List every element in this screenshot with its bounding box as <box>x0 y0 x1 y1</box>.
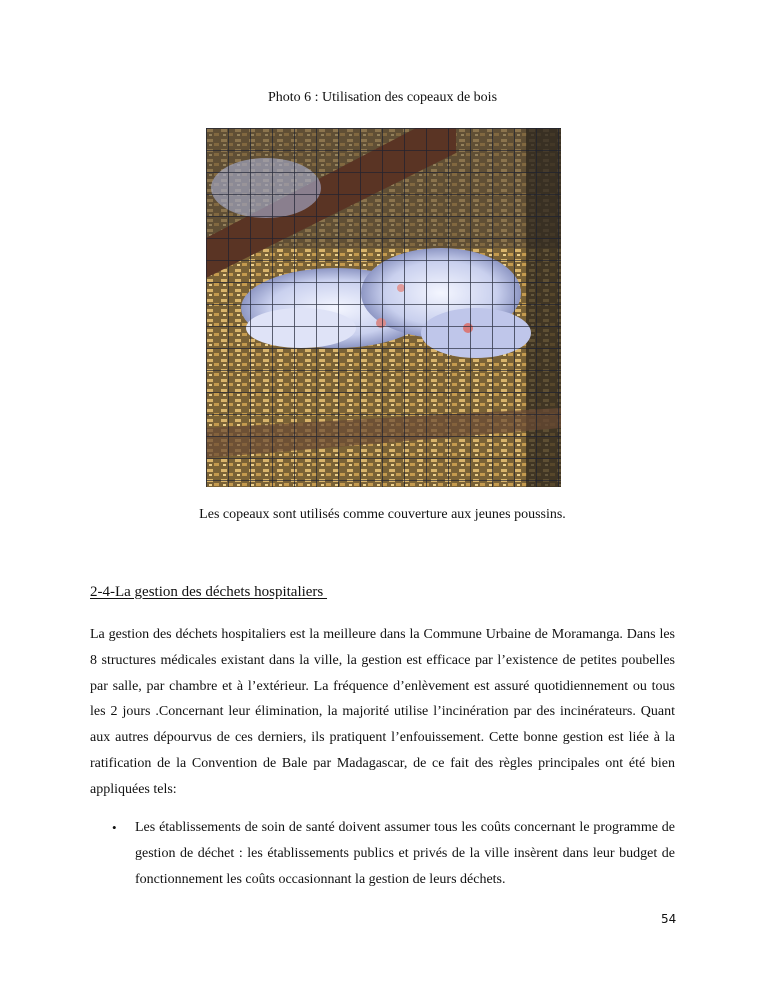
bullet-marker: • <box>112 820 117 835</box>
body-paragraph: La gestion des déchets hospitaliers est la meilleure dans la Commune Urbaine de Moramanga. Dans les 8 structures médicales existant dans la ville, la gestion est efficace par l’existence de petites poubelles par salle, par chambre et à l’extérieur. La fréquence d’enlèvement est assuré quotidiennement ou tous les 2 jours .Concernant leur élimination, la majorité utilise l’incinération par des incinérateurs. Quant aux autres dépourvus de ces derniers, ils pratiquent l’enfouissement. Cette bonne gestion est liée à la ratification de la Convention de Bale par Madagascar, de ce fait des règles principales ont été bien appliquées tels: <box>90 627 675 797</box>
bullet-list <box>90 815 675 893</box>
list-item-text: Les établissements de soin de santé doivent assumer tous les coûts concernant le programme de gestion de déchet : les établissements publics et privés de la ville insèrent dans leur budget de fonctionnement les coûts occasionnant la gestion de leurs déchets. <box>135 820 675 887</box>
section-heading: 2-4-La gestion des déchets hospitaliers <box>90 584 328 600</box>
chicks-photo <box>206 128 561 487</box>
figure-title: Photo 6 : Utilisation des copeaux de bois <box>267 90 498 105</box>
list-item <box>90 815 675 893</box>
page-number: 54 <box>661 912 677 926</box>
figure-caption: Les copeaux sont utilisés comme couverture aux jeunes poussins. <box>199 507 566 522</box>
